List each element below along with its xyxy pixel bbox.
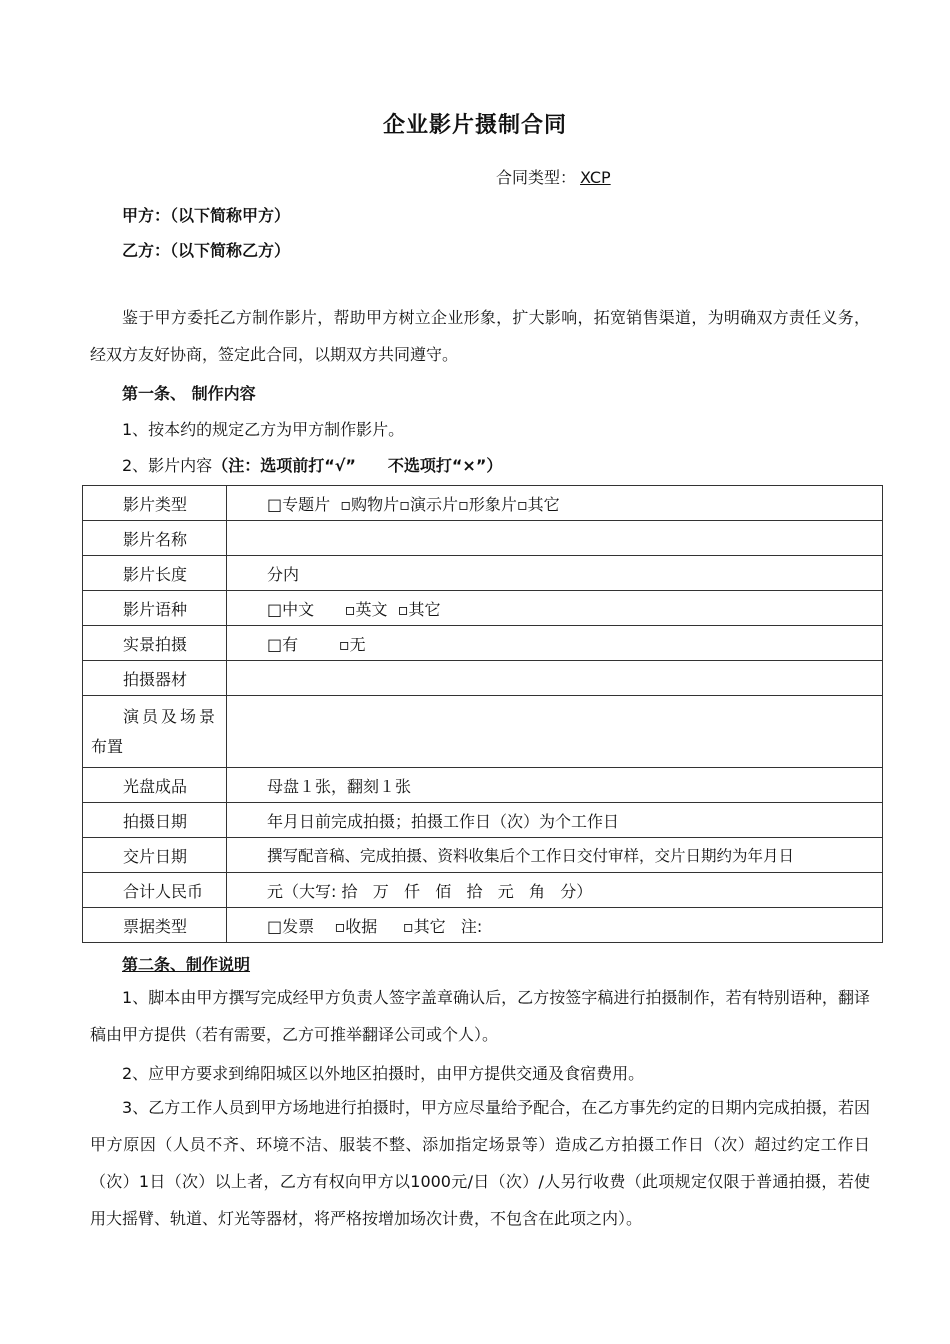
row-value: □专题片 ▫购物片▫演示片▫形象片▫其它 [227,486,883,521]
section2-item2: 2、应甲方要求到绵阳城区以外地区拍摄时，由甲方提供交通及食宿费用。 [122,1064,645,1083]
table-row [83,873,883,908]
table-row [83,661,883,696]
section2-heading: 第二条、制作说明 [122,955,251,974]
row-value [227,696,883,768]
table-row [83,696,883,768]
row-value: 撰写配音稿、完成拍摄、资料收集后个工作日交付审样，交片日期约为年月日 [227,838,883,873]
table-row [83,768,883,803]
row-value: 分内 [227,556,883,591]
row-value: 母盘１张，翻刻１张 [227,768,883,803]
section1-heading: 第一条、 制作内容 [122,384,256,403]
table-row [83,486,883,521]
contract-type-value: XCP [580,168,611,187]
table-row [83,626,883,661]
row-label-line1: 演员及场景 [123,706,219,726]
row-value [227,521,883,556]
row-label: 票据类型 [83,908,227,943]
row-value: 年月日前完成拍摄；拍摄工作日（次）为个工作日 [227,803,883,838]
row-label: 光盘成品 [83,768,227,803]
row-label-line2: 布置 [91,736,124,756]
row-value: □发票 ▫收据 ▫其它 注: [227,908,883,943]
row-label: 实景拍摄 [83,626,227,661]
row-label: 拍摄器材 [83,661,227,696]
row-label: 交片日期 [83,838,227,873]
section1-item2 [122,453,502,476]
row-value: □中文 ▫英文 ▫其它 [227,591,883,626]
table-row [83,556,883,591]
row-label: 影片长度 [83,556,227,591]
row-value: 元（大写: 拾 万 仟 佰 拾 元 角 分） [227,873,883,908]
row-value: □有 ▫无 [227,626,883,661]
party-b-line: 乙方：（以下简称乙方） [122,241,291,260]
film-spec-table [82,485,883,943]
contract-type-line [496,165,617,188]
row-label: 影片类型 [83,486,227,521]
table-row [83,838,883,873]
section1-item1: 1、按本约的规定乙方为甲方制作影片。 [122,420,405,439]
table-row [83,521,883,556]
table-row [83,591,883,626]
table-row [83,803,883,838]
row-label: 影片语种 [83,591,227,626]
contract-type-label: 合同类型： [496,168,577,187]
row-value [227,661,883,696]
section1-item2-prefix: 2、影片内容 [122,456,213,475]
row-label: 影片名称 [83,521,227,556]
section2-item3: 3、乙方工作人员到甲方场地进行拍摄时，甲方应尽量给予配合，在乙方事先约定的日期内完成拍摄，若因甲方原因（人员不齐、环境不洁、服装不整、添加指定场景等）造成乙方拍摄工作日（次）超过约定工作日（次）1日（次）以上者，乙方有权向甲方以1000元/日（次）/人另行收费（此项规定仅限于普通拍摄，若使用大摇臂、轨道、灯光等器材，将严格按增加场次计费，不包含在此项之内）。 [90,1098,870,1228]
table-row [83,908,883,943]
row-label [83,696,227,768]
section1-item2-note: （注：选项前打“√” 不选项打“×”） [212,456,503,475]
intro-paragraph: 鉴于甲方委托乙方制作影片，帮助甲方树立企业形象，扩大影响，拓宽销售渠道，为明确双方责任义务，经双方友好协商，签定此合同，以期双方共同遵守。 [90,308,870,364]
row-label: 合计人民币 [83,873,227,908]
row-label: 拍摄日期 [83,803,227,838]
document-title: 企业影片摄制合同 [382,113,567,138]
party-a-line: 甲方：（以下简称甲方） [122,206,291,225]
section2-item1: 1、脚本由甲方撰写完成经甲方负责人签字盖章确认后，乙方按签字稿进行拍摄制作，若有特别语种，翻译稿由甲方提供（若有需要，乙方可推举翻译公司或个人）。 [90,988,870,1044]
